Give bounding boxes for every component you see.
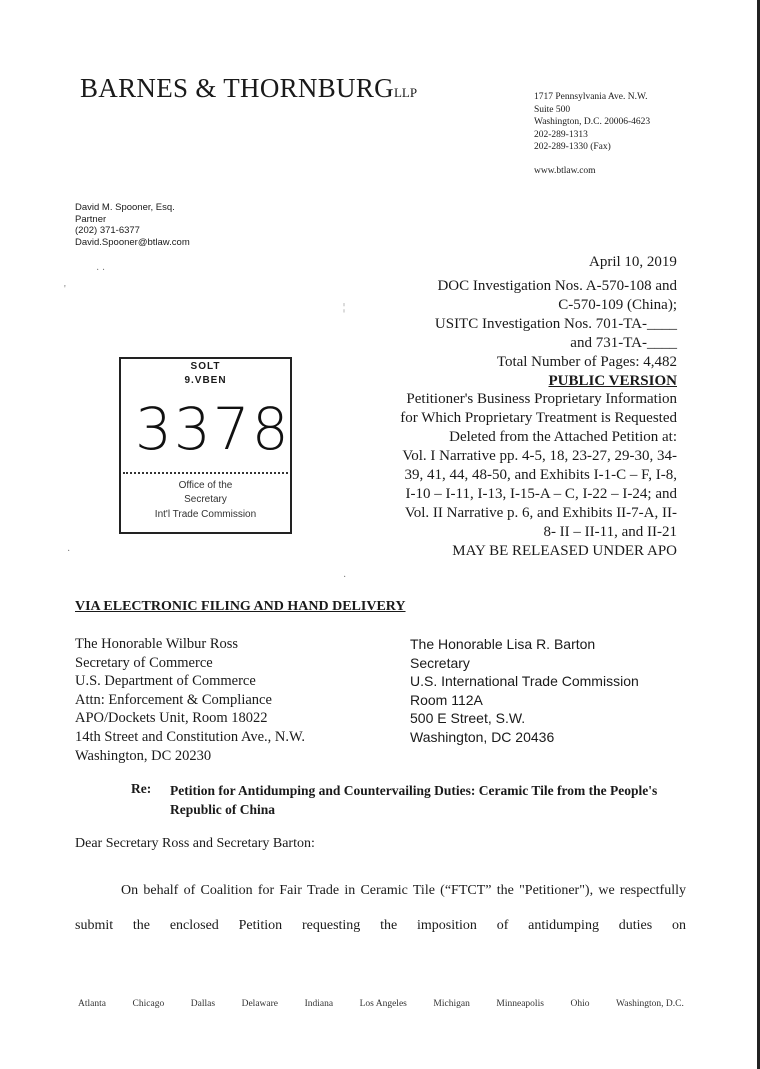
recipient-line: U.S. International Trade Commission <box>410 673 639 690</box>
investigation-line: and 731-TA-____ <box>570 335 677 351</box>
sender-email: David.Spooner@btlaw.com <box>75 236 190 248</box>
office-location: Chicago <box>132 999 165 1009</box>
receipt-stamp <box>119 357 292 534</box>
office-location: Dallas <box>190 999 216 1009</box>
address-line: 202-289-1330 (Fax) <box>534 142 611 153</box>
scan-speck: ' <box>64 284 66 295</box>
investigation-line: USITC Investigation Nos. 701-TA-____ <box>434 316 677 332</box>
letter-body <box>75 873 686 943</box>
firm-address <box>534 91 650 154</box>
recipient-line: U.S. Department of Commerce <box>75 673 256 690</box>
recipient-line: APO/Dockets Unit, Room 18022 <box>75 710 268 727</box>
public-version-label: PUBLIC VERSION <box>548 373 677 389</box>
proprietary-line: 39, 41, 44, 48-50, and Exhibits I-1-C – F, I-8, <box>404 467 677 483</box>
recipient-line: Room 112A <box>410 691 483 708</box>
office-location: Minneapolis <box>496 999 544 1009</box>
recipient-line: Washington, DC 20436 <box>410 728 555 745</box>
stamp-office-line: Office of the <box>178 480 233 491</box>
recipient-line: Secretary of Commerce <box>75 654 213 671</box>
firm-website: www.btlaw.com <box>534 166 596 176</box>
firm-name: BARNES & THORNBURG <box>80 73 394 103</box>
office-location: Atlanta <box>78 999 106 1009</box>
investigation-block <box>317 277 677 391</box>
proprietary-line: Vol. II Narrative p. 6, and Exhibits II-7-A, II- <box>404 505 677 521</box>
proprietary-line: for Which Proprietary Treatment is Requested <box>400 410 677 426</box>
salutation: Dear Secretary Ross and Secretary Barton: <box>75 836 315 851</box>
office-location: Ohio <box>570 999 590 1009</box>
recipient-line: The Honorable Lisa R. Barton <box>410 636 596 652</box>
scan-speck: ¦ <box>343 302 346 313</box>
footer-offices <box>78 999 684 1009</box>
sender-phone: (202) 371-6377 <box>75 225 140 236</box>
office-location: Indiana <box>304 999 334 1009</box>
office-location: Michigan <box>433 999 470 1009</box>
firm-logo <box>80 73 417 104</box>
scan-speck: · · <box>96 265 106 276</box>
investigation-line: C-570-109 (China); <box>558 297 677 313</box>
recipient-line: Secretary <box>410 654 470 671</box>
office-location: Washington, D.C. <box>616 999 684 1009</box>
scan-speck: · <box>67 546 71 557</box>
sender-name: David M. Spooner, Esq. <box>75 202 175 213</box>
stamp-seal-line: 9.VBEN <box>184 375 227 386</box>
recipient-usitc <box>410 635 639 747</box>
proprietary-line: Deleted from the Attached Petition at: <box>449 429 677 445</box>
office-location: Los Angeles <box>359 999 407 1009</box>
stamp-handwritten-number: 3378 <box>135 395 291 463</box>
proprietary-line: I-10 – I-11, I-13, I-15-A – C, I-22 – I-24; and <box>405 486 677 502</box>
proprietary-line: Petitioner's Business Proprietary Information <box>406 391 677 407</box>
letter-date: April 10, 2019 <box>589 254 677 270</box>
apo-release-line: MAY BE RELEASED UNDER APO <box>452 543 677 559</box>
recipient-line: The Honorable Wilbur Ross <box>75 636 239 652</box>
office-location: Delaware <box>241 999 278 1009</box>
page-count: Total Number of Pages: 4,482 <box>496 354 677 370</box>
body-paragraph: On behalf of Coalition for Fair Trade in Ceramic Tile (“FTCT” the "Petitioner"), we respectfully submit the enclosed Petition requesting the imposition of antidumping duties on <box>75 883 686 933</box>
address-line: Washington, D.C. 20006-4623 <box>534 117 651 128</box>
stamp-seal-line: SOLT <box>190 361 221 372</box>
scan-speck: · <box>343 572 347 583</box>
proprietary-notice <box>317 390 677 561</box>
address-line: 1717 Pennsylvania Ave. N.W. <box>534 92 648 102</box>
sender-title: Partner <box>75 213 107 225</box>
recipient-line: 14th Street and Constitution Ave., N.W. <box>75 728 305 745</box>
recipient-line: 500 E Street, S.W. <box>410 710 526 727</box>
address-line: Suite 500 <box>534 104 571 115</box>
re-label: Re: <box>131 781 152 796</box>
recipient-line: Washington, DC 20230 <box>75 747 212 764</box>
stamp-divider <box>123 472 288 474</box>
stamp-office-line: Secretary <box>184 494 227 505</box>
sender-block <box>75 202 190 248</box>
proprietary-line: 8- II – II-11, and II-21 <box>543 524 677 540</box>
recipient-commerce <box>75 635 305 765</box>
recipient-line: Attn: Enforcement & Compliance <box>75 691 272 708</box>
stamp-office-line: Int'l Trade Commission <box>154 509 257 520</box>
firm-suffix: LLP <box>393 85 418 100</box>
address-line: 202-289-1313 <box>534 129 588 140</box>
re-subject: Petition for Antidumping and Countervailing Duties: Ceramic Tile from the People's Republic of China <box>170 783 658 817</box>
investigation-line: DOC Investigation Nos. A-570-108 and <box>437 278 677 294</box>
proprietary-line: Vol. I Narrative pp. 4-5, 18, 23-27, 29-30, 34- <box>402 448 677 464</box>
delivery-heading: VIA ELECTRONIC FILING AND HAND DELIVERY <box>75 599 406 614</box>
